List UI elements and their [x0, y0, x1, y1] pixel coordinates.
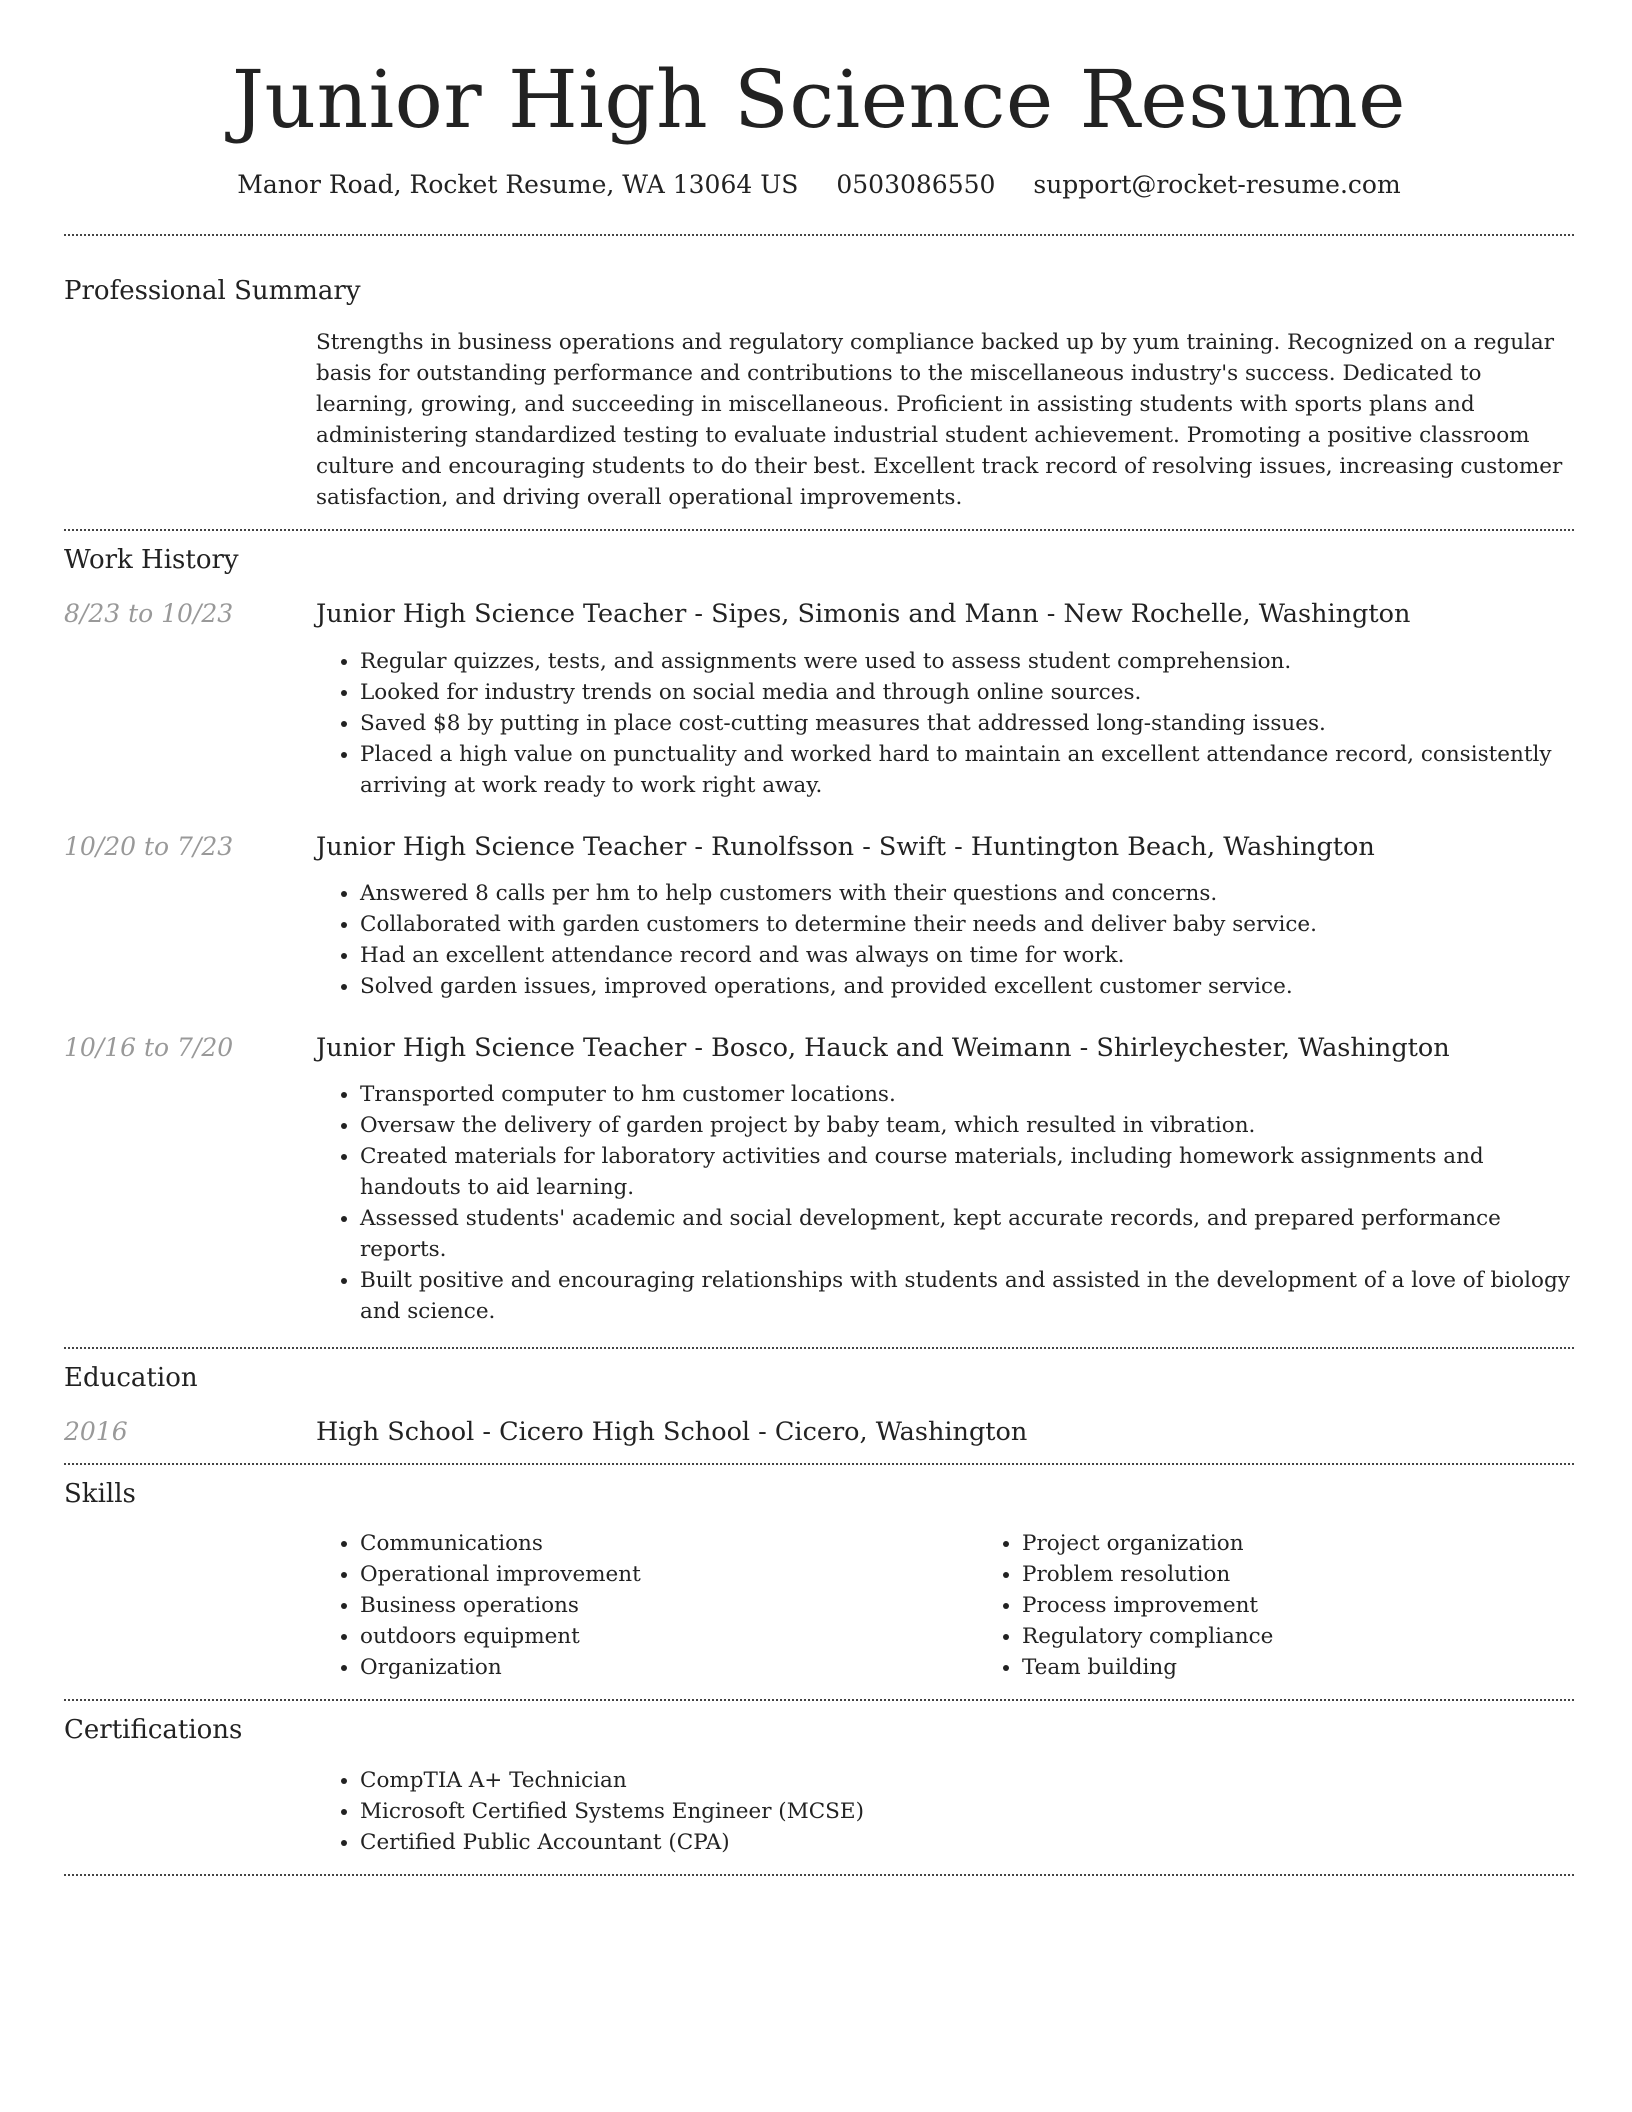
education-entry — [64, 1416, 1574, 1449]
job-bullets — [316, 1079, 1574, 1327]
list-item: • Placed a high value on punctuality and worked hard to maintain an excellent attendance record, consistently arriving at work ready to work right away. — [360, 739, 1574, 801]
list-item: • Built positive and encouraging relationships with students and assisted in the development of a love of biology and science. — [360, 1265, 1574, 1327]
list-item: • CompTIA A+ Technician — [360, 1765, 1574, 1796]
list-item: • Transported computer to hm customer locations. — [360, 1079, 1574, 1110]
list-item: • Communications — [360, 1528, 978, 1559]
list-item: • Certified Public Accountant (CPA) — [360, 1827, 1574, 1858]
list-item: • Business operations — [360, 1590, 978, 1621]
divider — [64, 1699, 1574, 1701]
list-item: • Oversaw the delivery of garden project by baby team, which resulted in vibration. — [360, 1110, 1574, 1141]
job-bullets — [316, 646, 1574, 801]
contact-phone: 0503086550 — [836, 170, 996, 199]
education-detail: High School - Cicero High School - Cicero, Washington — [316, 1416, 1028, 1447]
contact-line — [64, 170, 1574, 200]
list-item: • Process improvement — [1022, 1590, 1632, 1621]
list-item: • Problem resolution — [1022, 1559, 1632, 1590]
contact-email: support@rocket-resume.com — [1033, 170, 1401, 199]
list-item: • Looked for industry trends on social media and through online sources. — [360, 677, 1574, 708]
job-entry — [64, 831, 1574, 1002]
divider — [64, 1347, 1574, 1349]
skills-row — [64, 1528, 1574, 1683]
list-item: • Operational improvement — [360, 1559, 978, 1590]
job-entry — [64, 1032, 1574, 1327]
divider — [64, 529, 1574, 531]
summary-text: Strengths in business operations and regulatory compliance backed up by yum training. Recognized on a regular basis for outstanding performance and contributions to the miscellaneous industry's success. Dedicated to learning, growing, and succeeding in miscellaneous. Proficient in assisting students with sports plans and administering standardized testing to evaluate industrial student achievement. Promoting a positive classroom culture and encouraging students to do their best. Excellent track record of resolving issues, increasing customer satisfaction, and driving overall operational improvements. — [316, 330, 1563, 511]
divider — [64, 234, 1574, 236]
list-item: • Collaborated with garden customers to determine their needs and deliver baby service. — [360, 909, 1574, 940]
list-item: • Organization — [360, 1652, 978, 1683]
list-item: • Answered 8 calls per hm to help customers with their questions and concerns. — [360, 878, 1574, 909]
job-dates: 10/20 to 7/23 — [64, 831, 234, 861]
job-entry — [64, 598, 1574, 800]
job-title: Junior High Science Teacher - Runolfsson - Swift - Huntington Beach, Washington — [316, 831, 1375, 862]
summary-row — [64, 327, 1574, 513]
resume-title: Junior High Science Resume — [231, 53, 1407, 146]
list-item: • outdoors equipment — [360, 1621, 978, 1652]
list-item: • Solved garden issues, improved operations, and provided excellent customer service. — [360, 971, 1574, 1002]
divider — [64, 1874, 1574, 1876]
certifications-row — [64, 1765, 1574, 1858]
list-item: • Regulatory compliance — [1022, 1621, 1632, 1652]
certifications-list — [316, 1765, 1574, 1858]
list-item: • Project organization — [1022, 1528, 1632, 1559]
divider — [64, 1463, 1574, 1465]
education-year: 2016 — [64, 1416, 128, 1446]
skills-list-right — [978, 1528, 1632, 1683]
list-item: • Team building — [1022, 1652, 1632, 1683]
job-dates: 8/23 to 10/23 — [64, 599, 234, 629]
job-bullets — [316, 878, 1574, 1002]
list-item: • Saved $8 by putting in place cost-cutting measures that addressed long-standing issues. — [360, 708, 1574, 739]
list-item: • Created materials for laboratory activities and course materials, including homework assignments and handouts to aid learning. — [360, 1141, 1574, 1203]
section-title-skills: Skills — [64, 1479, 136, 1510]
list-item: • Had an excellent attendance record and was always on time for work. — [360, 940, 1574, 971]
section-title-work-history: Work History — [64, 545, 239, 576]
resume-page — [64, 0, 1574, 1876]
skills-list-left — [316, 1528, 978, 1683]
resume-header — [64, 0, 1574, 200]
section-title-certifications: Certifications — [64, 1715, 243, 1746]
list-item: • Assessed students' academic and social development, kept accurate records, and prepared performance reports. — [360, 1203, 1574, 1265]
job-title: Junior High Science Teacher - Bosco, Hauck and Weimann - Shirleychester, Washington — [316, 1032, 1450, 1063]
section-title-education: Education — [64, 1362, 198, 1393]
job-dates: 10/16 to 7/20 — [64, 1032, 234, 1062]
list-item: • Regular quizzes, tests, and assignments were used to assess student comprehension. — [360, 646, 1574, 677]
section-title-summary: Professional Summary — [64, 276, 361, 306]
job-title: Junior High Science Teacher - Sipes, Simonis and Mann - New Rochelle, Washington — [316, 599, 1411, 630]
contact-address: Manor Road, Rocket Resume, WA 13064 US — [237, 170, 799, 199]
list-item: • Microsoft Certified Systems Engineer (MCSE) — [360, 1796, 1574, 1827]
